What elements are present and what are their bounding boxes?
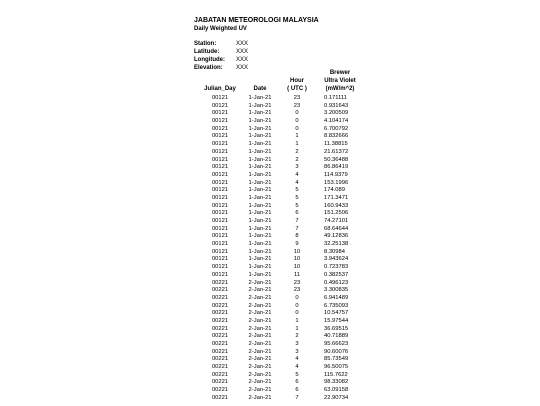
uv-value-cell: 3.943624	[324, 256, 349, 263]
uv-value-cell: 40.71889	[324, 333, 349, 340]
hour-cell: 0	[295, 310, 299, 317]
date-cell: 1-Jan-21	[248, 202, 272, 209]
hour-cell: 10	[293, 248, 301, 255]
report-subtitle: Daily Weighted UV	[194, 26, 247, 32]
date-column	[240, 95, 280, 403]
uv-value-cell: 0.382537	[324, 271, 349, 278]
hour-cell: 4	[295, 179, 299, 186]
hour-cell: 1	[295, 133, 299, 140]
julian-day-cell: 00221	[211, 364, 229, 371]
uv-value-cell: 15.97544	[324, 317, 349, 324]
julian-day-cell: 00221	[211, 325, 229, 332]
uv-value-cell: 6.941489	[324, 294, 349, 301]
hour-cell: 1	[295, 325, 299, 332]
hour-cell: 6	[295, 387, 299, 394]
date-cell: 1-Jan-21	[248, 148, 272, 155]
julian-day-cell: 00121	[211, 248, 229, 255]
uv-value-cell: 114.9379	[324, 171, 348, 178]
date-cell: 1-Jan-21	[248, 141, 272, 148]
julian-day-cell: 00221	[211, 317, 229, 324]
uv-value-cell: 174.089	[324, 187, 345, 194]
julian-day-cell: 00221	[211, 341, 229, 347]
julian-day-cell: 00121	[211, 179, 229, 186]
date-cell: 2-Jan-21	[248, 317, 272, 324]
uv-value-cell: 32.25138	[324, 241, 349, 248]
date-cell: 1-Jan-21	[248, 164, 272, 171]
hour-cell: 23	[293, 102, 301, 109]
uv-value-cell: 115.7622	[324, 371, 348, 378]
julian-day-cell: 00121	[211, 95, 229, 101]
hour-cell: 0	[295, 110, 299, 117]
uv-value-cell: 171.3471	[324, 194, 349, 201]
julian-day-cell: 00121	[211, 271, 229, 278]
date-cell: 1-Jan-21	[248, 171, 272, 178]
date-cell: 1-Jan-21	[248, 218, 272, 224]
uv-value-cell: 86.86419	[324, 164, 349, 171]
hour-cell: 23	[293, 287, 301, 294]
hour-cell: 8	[295, 233, 299, 240]
julian-day-cell: 00221	[211, 333, 229, 340]
julian-day-cell: 00221	[211, 379, 229, 386]
uv-value-cell: 96.50075	[324, 364, 349, 371]
date-cell: 2-Jan-21	[248, 371, 272, 378]
station-row	[194, 40, 248, 48]
column-header-julian-day: Julian_Day	[204, 86, 236, 92]
uv-value-cell: 3.200509	[324, 110, 349, 117]
date-cell: 2-Jan-21	[248, 333, 272, 340]
hour-cell: 7	[295, 225, 299, 232]
date-cell: 1-Jan-21	[248, 156, 272, 163]
date-cell: 1-Jan-21	[248, 241, 272, 248]
julian-day-cell: 00121	[211, 110, 229, 117]
hour-cell: 2	[295, 148, 299, 155]
hour-cell: 5	[295, 202, 299, 209]
uv-value-cell: 85.73549	[324, 356, 349, 363]
date-cell: 1-Jan-21	[248, 187, 272, 194]
hour-column	[280, 95, 314, 403]
hour-cell: 1	[295, 317, 299, 324]
uv-value-cell: 0.723783	[324, 264, 349, 271]
date-cell: 2-Jan-21	[248, 348, 272, 355]
elevation-value: XXX	[236, 65, 249, 71]
date-cell: 1-Jan-21	[248, 225, 272, 232]
longitude-row	[194, 56, 248, 64]
julian-day-cell: 00121	[211, 202, 229, 209]
uv-value-cell: 95.66623	[324, 341, 349, 347]
date-cell: 1-Jan-21	[248, 271, 272, 278]
julian-day-cell: 00121	[211, 233, 229, 240]
hour-cell: 3	[295, 348, 299, 355]
julian-day-cell: 00121	[211, 133, 229, 140]
julian-day-cell: 00221	[211, 387, 229, 394]
date-cell: 2-Jan-21	[248, 294, 272, 301]
uv-header-line-3: (mW/m^2)	[325, 86, 355, 92]
latitude-value: XXX	[236, 49, 249, 55]
elevation-label: Elevation:	[194, 65, 223, 71]
date-cell: 2-Jan-21	[248, 325, 272, 332]
date-cell: 1-Jan-21	[248, 194, 272, 201]
julian-day-cell: 00121	[211, 256, 229, 263]
uv-header-line-1: Brewer	[329, 70, 351, 76]
hour-cell: 2	[295, 156, 299, 163]
uv-value-cell: 10.54757	[324, 310, 349, 317]
station-label: Station:	[194, 41, 217, 47]
julian-day-cell: 00221	[211, 294, 229, 301]
longitude-label: Longitude:	[194, 57, 225, 63]
date-cell: 2-Jan-21	[248, 287, 272, 294]
hour-cell: 1	[295, 141, 299, 148]
date-cell: 2-Jan-21	[248, 394, 272, 401]
column-header-date: Date	[253, 86, 267, 92]
julian-day-cell: 00121	[211, 141, 229, 148]
uv-value-cell: 0.931643	[324, 102, 349, 109]
uv-value-cell: 11.38815	[324, 141, 348, 148]
date-cell: 2-Jan-21	[248, 341, 272, 347]
julian-day-cell: 00121	[211, 194, 229, 201]
hour-cell: 7	[295, 218, 299, 224]
hour-header-line-1: Hour	[290, 78, 304, 84]
hour-cell: 3	[295, 164, 299, 171]
uv-value-cell: 6.735093	[324, 302, 349, 309]
date-cell: 1-Jan-21	[248, 110, 272, 117]
hour-cell: 23	[293, 95, 301, 101]
date-cell: 1-Jan-21	[248, 248, 272, 255]
uv-value-cell: 6.700792	[324, 125, 349, 132]
hour-header-line-2: ( UTC )	[287, 86, 307, 92]
julian-day-cell: 00121	[211, 210, 229, 217]
julian-day-cell: 00121	[211, 171, 229, 178]
hour-cell: 11	[293, 271, 301, 278]
hour-cell: 10	[293, 264, 301, 271]
date-cell: 1-Jan-21	[248, 210, 272, 217]
hour-cell: 0	[295, 118, 299, 125]
hour-cell: 4	[295, 356, 299, 363]
julian-day-cell: 00221	[211, 394, 229, 401]
column-header-hour	[280, 77, 314, 93]
station-info	[194, 40, 248, 72]
uv-value-cell: 153.1996	[324, 179, 349, 186]
uv-value-cell: 8.832666	[324, 133, 349, 140]
report-title: JABATAN METEOROLOGI MALAYSIA	[194, 17, 319, 24]
hour-cell: 4	[295, 364, 299, 371]
date-cell: 2-Jan-21	[248, 364, 272, 371]
uv-value-cell: 151.2506	[324, 210, 349, 217]
julian-day-cell: 00121	[211, 218, 229, 224]
date-cell: 2-Jan-21	[248, 302, 272, 309]
date-cell: 1-Jan-21	[248, 102, 272, 109]
hour-cell: 0	[295, 125, 299, 132]
julian-day-cell: 00221	[211, 371, 229, 378]
hour-cell: 5	[295, 187, 299, 194]
date-cell: 1-Jan-21	[248, 133, 272, 140]
date-cell: 1-Jan-21	[248, 256, 272, 263]
uv-value-cell: 74.27101	[324, 218, 349, 224]
julian-day-cell: 00121	[211, 156, 229, 163]
date-cell: 1-Jan-21	[248, 118, 272, 125]
uv-value-cell: 63.09158	[324, 387, 349, 394]
uv-value-cell: 3.300835	[324, 287, 349, 294]
julian-day-column	[200, 95, 240, 403]
julian-day-cell: 00121	[211, 187, 229, 194]
julian-day-cell: 00121	[211, 241, 229, 248]
elevation-row	[194, 64, 248, 72]
hour-cell: 6	[295, 210, 299, 217]
hour-cell: 23	[293, 279, 301, 286]
uv-header-line-2: Ultra Violet	[324, 78, 356, 84]
julian-day-cell: 00221	[211, 287, 229, 294]
uv-value-cell: 21.61372	[324, 148, 349, 155]
hour-cell: 4	[295, 171, 299, 178]
hour-cell: 0	[295, 294, 299, 301]
date-cell: 1-Jan-21	[248, 95, 272, 101]
date-cell: 1-Jan-21	[248, 233, 272, 240]
hour-cell: 6	[295, 379, 299, 386]
julian-day-cell: 00221	[211, 310, 229, 317]
date-cell: 2-Jan-21	[248, 310, 272, 317]
date-cell: 2-Jan-21	[248, 379, 272, 386]
hour-cell: 2	[295, 333, 299, 340]
uv-value-cell: 0.496123	[324, 279, 349, 286]
uv-value-cell: 49.12836	[324, 233, 349, 240]
uv-column	[324, 95, 364, 403]
julian-day-cell: 00121	[211, 164, 229, 171]
julian-day-cell: 00121	[211, 102, 229, 109]
date-cell: 2-Jan-21	[248, 279, 272, 286]
hour-cell: 10	[293, 256, 301, 263]
hour-cell: 7	[295, 394, 299, 401]
uv-value-cell: 68.64644	[324, 225, 349, 232]
hour-cell: 5	[295, 194, 299, 201]
uv-value-cell: 0.171111	[324, 95, 347, 101]
uv-value-cell: 22.90734	[324, 394, 349, 401]
julian-day-cell: 00221	[211, 348, 229, 355]
julian-day-cell: 00121	[211, 225, 229, 232]
date-cell: 1-Jan-21	[248, 125, 272, 132]
uv-value-cell: 8.30984	[324, 248, 345, 255]
station-value: XXX	[236, 41, 249, 47]
longitude-value: XXX	[236, 57, 249, 63]
hour-cell: 5	[295, 371, 299, 378]
julian-day-cell: 00121	[211, 148, 229, 155]
uv-value-cell: 4.104174	[324, 118, 349, 125]
uv-value-cell: 98.33082	[324, 379, 349, 386]
hour-cell: 0	[295, 302, 299, 309]
uv-value-cell: 160.9433	[324, 202, 349, 209]
date-cell: 1-Jan-21	[248, 179, 272, 186]
julian-day-cell: 00121	[211, 264, 229, 271]
date-cell: 2-Jan-21	[248, 356, 272, 363]
julian-day-cell: 00121	[211, 118, 229, 125]
julian-day-cell: 00221	[211, 302, 229, 309]
date-cell: 1-Jan-21	[248, 264, 272, 271]
hour-cell: 9	[295, 241, 299, 248]
uv-value-cell: 50.36488	[324, 156, 349, 163]
julian-day-cell: 00121	[211, 125, 229, 132]
uv-value-cell: 36.69515	[324, 325, 349, 332]
hour-cell: 3	[295, 341, 299, 347]
date-cell: 2-Jan-21	[248, 387, 272, 394]
uv-value-cell: 90.60076	[324, 348, 349, 355]
column-header-uv	[318, 69, 362, 93]
julian-day-cell: 00221	[211, 356, 229, 363]
latitude-row	[194, 48, 248, 56]
julian-day-cell: 00221	[211, 279, 229, 286]
latitude-label: Latitude:	[194, 49, 220, 55]
